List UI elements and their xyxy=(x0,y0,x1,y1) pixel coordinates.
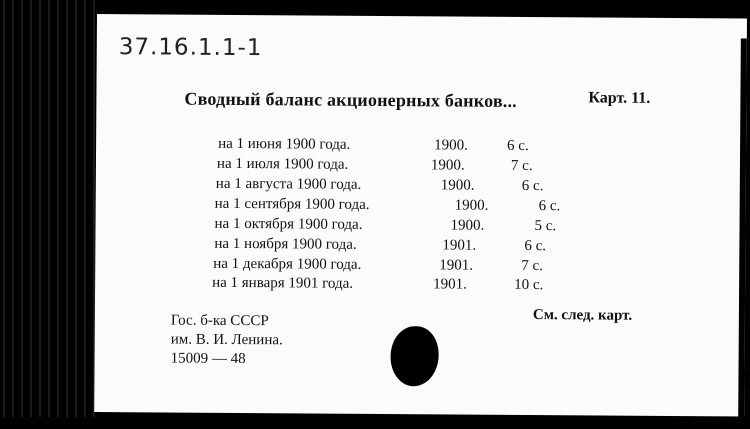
entry-part: 6 с. xyxy=(524,237,547,255)
catalog-card xyxy=(94,14,747,417)
entry-part: 5 с. xyxy=(534,218,557,235)
library-line: им. В. И. Ленина. xyxy=(170,331,283,349)
entry-year: 1900. xyxy=(430,157,465,174)
entry-part: 6 с. xyxy=(538,198,561,215)
entry-date: на 1 августа 1900 года. xyxy=(215,175,362,193)
entry-date: на 1 июля 1900 года. xyxy=(216,155,349,173)
entry-year: 1900. xyxy=(454,197,489,214)
card-number: Карт. 11. xyxy=(588,89,651,107)
entry-year: 1901. xyxy=(433,276,467,293)
entry-part: 7 с. xyxy=(510,157,533,175)
entry-row xyxy=(214,195,561,215)
entry-year: 1900. xyxy=(434,137,468,154)
entry-date: на 1 июня 1900 года. xyxy=(218,135,351,153)
entry-date: на 1 сентября 1900 года. xyxy=(214,195,370,213)
entry-date: на 1 января 1901 года. xyxy=(212,274,354,292)
library-line: Гос. б-ка СССР xyxy=(170,312,269,330)
entry-part: 6 с. xyxy=(507,137,529,155)
entry-year: 1900. xyxy=(440,177,475,194)
entry-row xyxy=(216,155,533,175)
entry-part: 7 с. xyxy=(521,257,543,275)
entry-row xyxy=(214,235,547,255)
entry-date: на 1 октября 1900 года. xyxy=(214,215,363,233)
handwritten-shelf-code: 37.16.1.1-1 xyxy=(118,34,263,62)
entry-row xyxy=(218,135,529,155)
entry-part: 10 с. xyxy=(514,276,544,294)
entry-year: 1901. xyxy=(442,237,477,254)
entry-date: на 1 декабря 1900 года. xyxy=(213,255,362,273)
ink-blot xyxy=(390,326,438,386)
library-stamp xyxy=(171,312,283,370)
entry-row xyxy=(213,255,543,275)
library-line: 15009 — 48 xyxy=(170,350,246,368)
entry-date: на 1 ноября 1900 года. xyxy=(214,235,357,253)
entry-row xyxy=(215,175,544,195)
see-next-card: См. след. карт. xyxy=(532,307,633,324)
entry-row xyxy=(214,215,557,235)
scan-shadow xyxy=(738,38,747,428)
scan-edge xyxy=(0,0,100,417)
card-title: Сводный баланс акционерных банков... xyxy=(184,88,517,111)
entry-row xyxy=(212,274,544,294)
entry-year: 1900. xyxy=(450,217,485,234)
entry-part: 6 с. xyxy=(521,177,544,195)
entry-year: 1901. xyxy=(439,257,474,274)
